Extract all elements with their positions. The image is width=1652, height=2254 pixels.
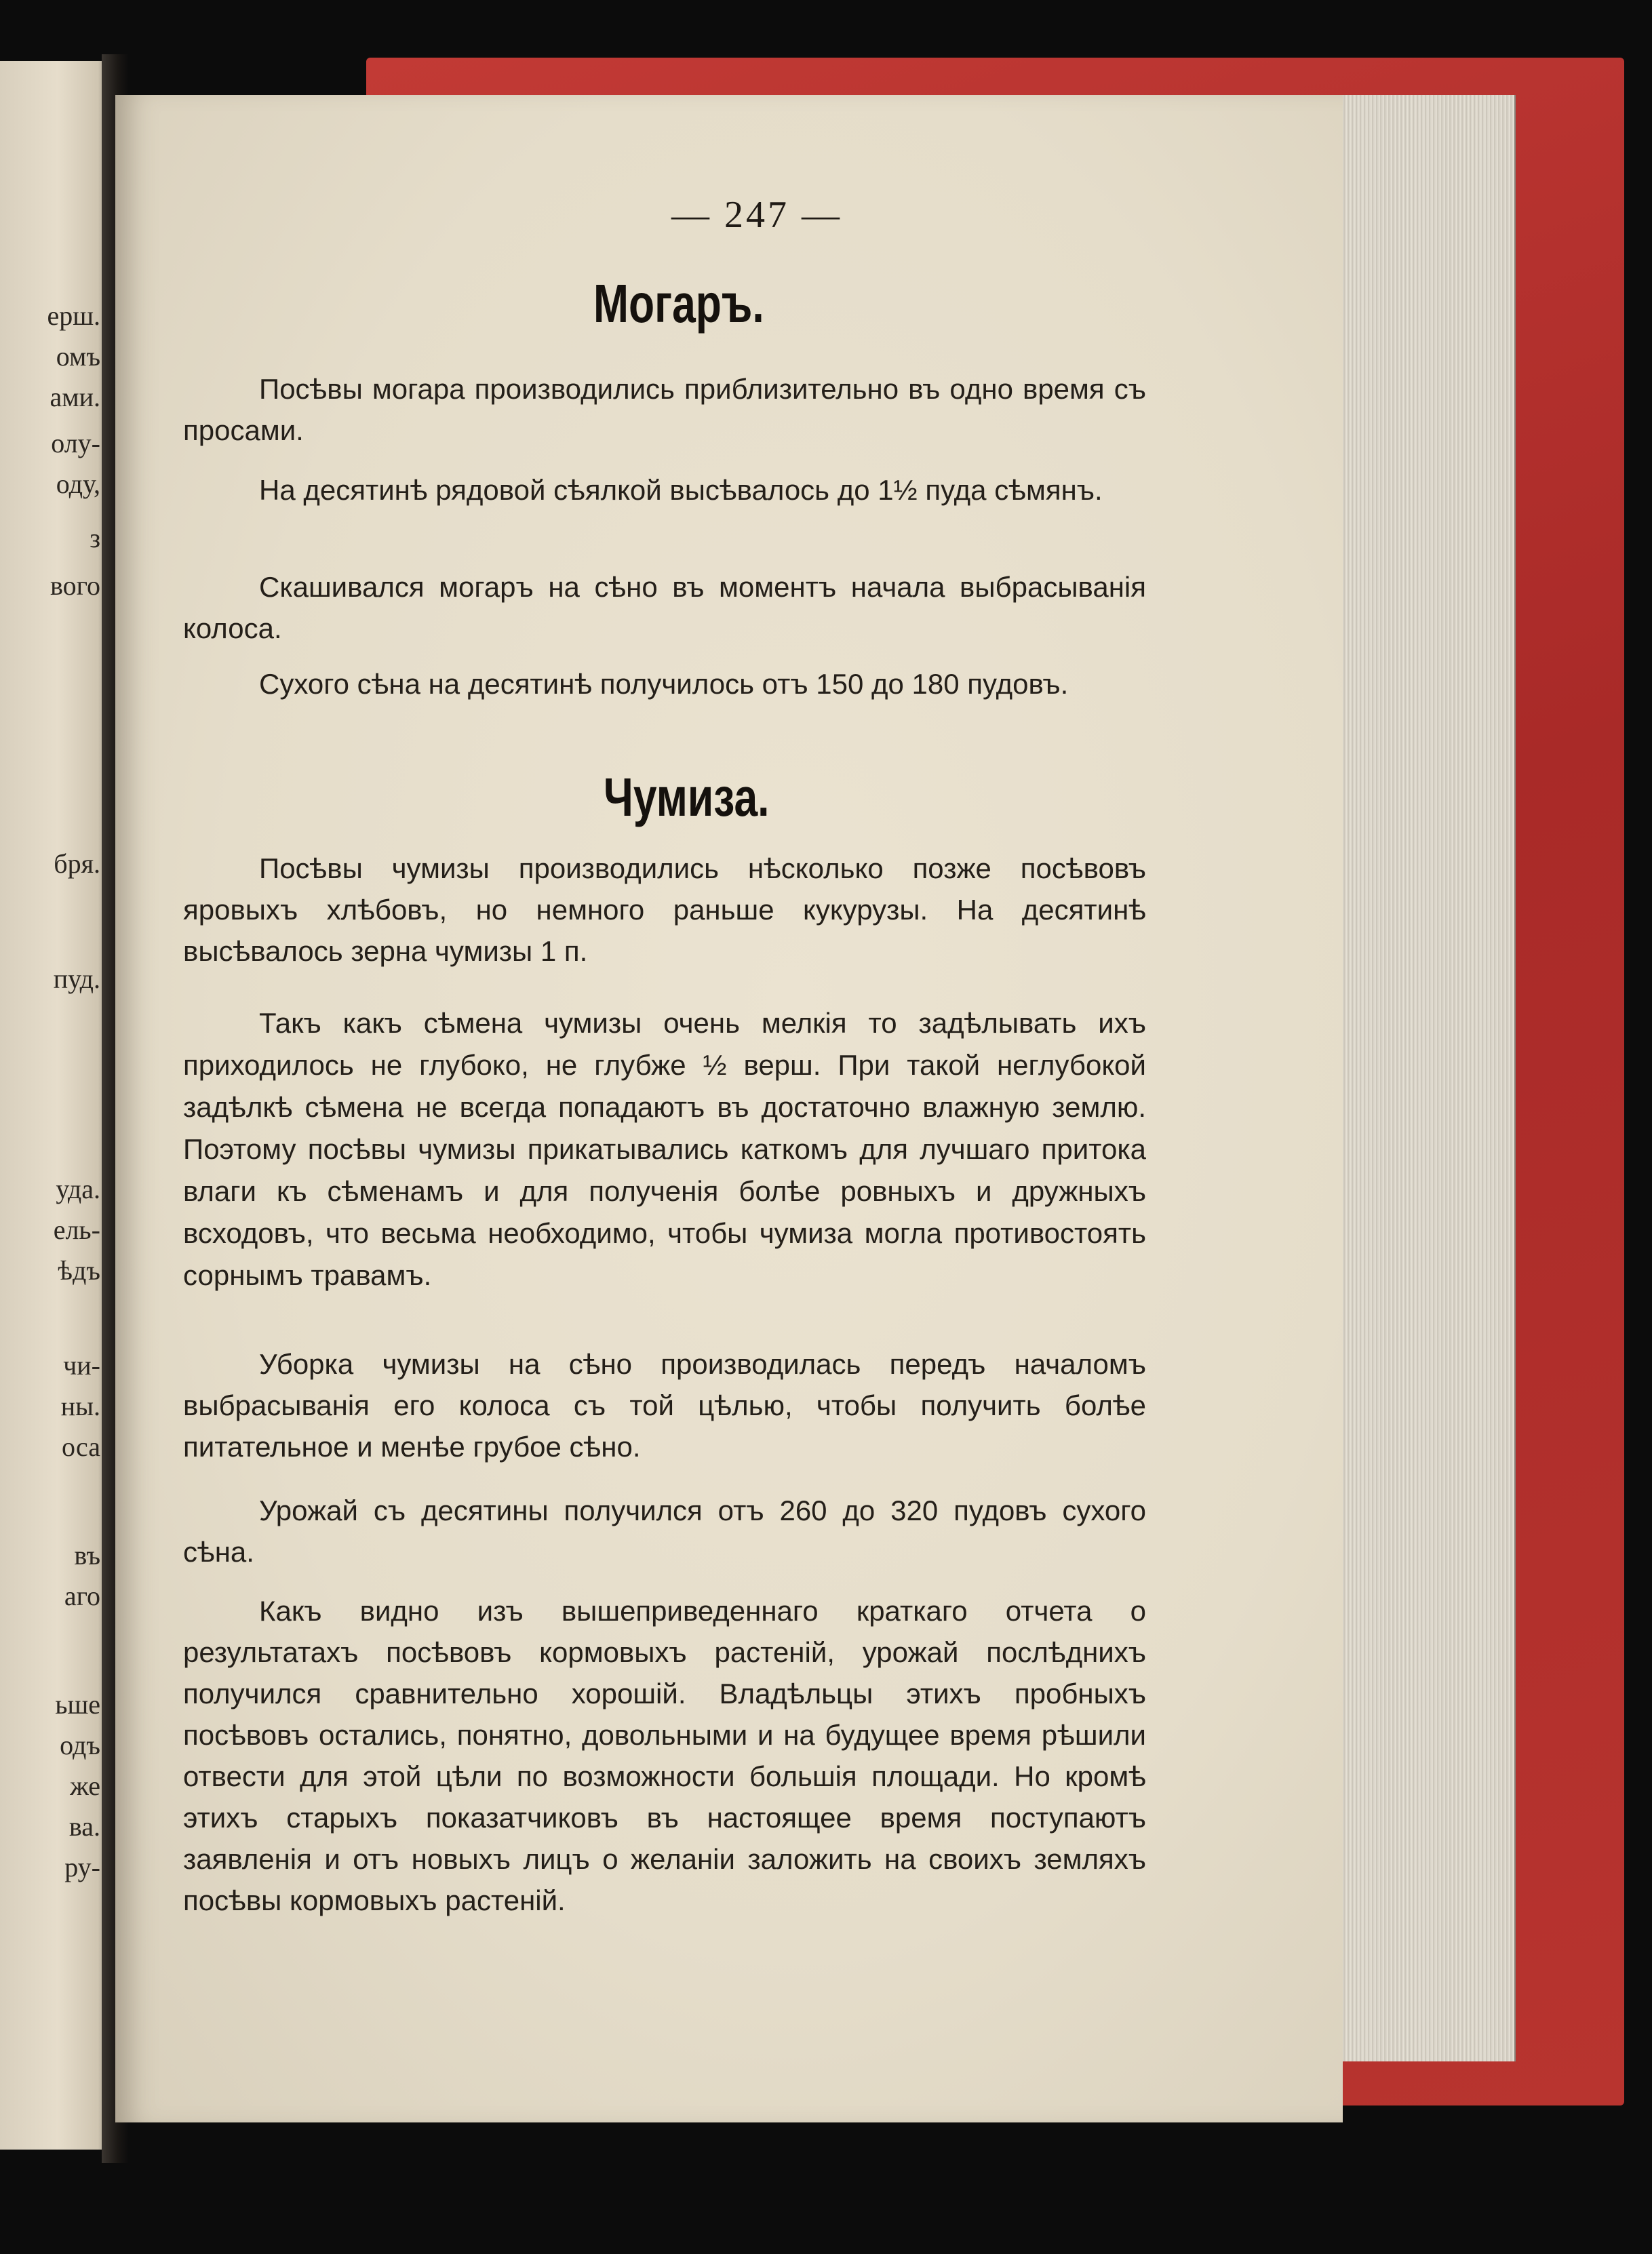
left-page [0, 61, 115, 2150]
paragraph: Такъ какъ сѣмена чумизы очень мелкія то задѣлывать ихъ приходилось не глубоко, не глубже ½ верш. При такой неглубокой задѣлкѣ сѣмена не всегда попадаютъ въ достаточно влажную землю. Поэтому посѣвы чумизы прикатывались каткомъ для лучшаго притока влаги къ сѣменамъ и для полученія болѣе ровныхъ и дружныхъ всходовъ, что весьма необходимо, чтобы чумиза могла противостоять сорнымъ травамъ. [183, 1007, 1146, 1291]
left-page-fragment: ва. [68, 1811, 100, 1842]
left-page-fragment: вого [50, 570, 100, 601]
left-page-fragment: пуд. [53, 964, 100, 994]
section-heading-mogar: Могаръ. [593, 273, 764, 334]
left-page-fragment: ру- [64, 1852, 100, 1882]
page-number: — 247 — [671, 194, 842, 236]
left-page-fragment: же [70, 1771, 100, 1801]
paragraph: Посѣвы могара производились приблизительно въ одно время съ просами. [183, 373, 1146, 446]
paragraph: Посѣвы чумизы производились нѣсколько позже посѣвовъ яровыхъ хлѣбовъ, но немного раньше кукурузы. На десятинѣ высѣвалось зерна чумизы 1 п. [183, 852, 1146, 967]
left-page-fragment: ны. [60, 1391, 100, 1421]
left-page-fragment: з [90, 523, 100, 553]
paragraph: Скашивался могаръ на сѣно въ моментъ начала выбрасыванія колоса. [183, 571, 1146, 644]
left-page-fragment: ьше [55, 1689, 100, 1720]
paragraph: Урожай съ десятины получился отъ 260 до 320 пудовъ сухого сѣна. [183, 1495, 1146, 1568]
paragraph: Какъ видно изъ вышеприведеннаго краткаго отчета о результатахъ посѣвовъ кормовыхъ растеній, урожай послѣднихъ получился сравнительно хорошій. Владѣльцы этихъ пробныхъ посѣвовъ остались, понятно, довольными и на будущее время рѣшили отвести для этой цѣли по возможности большія площади. Но кромѣ этихъ старыхъ показатчиковъ въ настоящее время поступаютъ заявленія и отъ новыхъ лицъ о желаніи заложить на своихъ земляхъ посѣвы кормовыхъ растеній. [183, 1595, 1146, 1916]
page-block-edge [1339, 95, 1516, 2061]
left-page-fragment: оду, [56, 469, 100, 499]
left-page-fragment: бря. [54, 848, 100, 879]
left-page-fragment: аго [64, 1581, 100, 1611]
left-page-fragment: омъ [56, 341, 100, 372]
left-page-fragment: въ [74, 1540, 100, 1570]
left-page-fragment: оса [62, 1431, 100, 1462]
paragraph: Сухого сѣна на десятинѣ получилось отъ 150 до 180 пудовъ. [259, 668, 1069, 700]
right-page [115, 95, 1343, 2122]
paragraph: На десятинѣ рядовой сѣялкой высѣвалось до 1½ пуда сѣмянъ. [259, 474, 1103, 506]
section-heading-chumiza: Чумиза. [604, 767, 770, 827]
left-page-fragment: ерш. [47, 300, 100, 331]
left-page-fragment: чи- [63, 1350, 100, 1381]
left-page-fragment: ель- [53, 1214, 100, 1245]
left-page-fragment: ѣдъ [58, 1255, 100, 1286]
left-page-fragment: ами. [50, 382, 100, 412]
left-page-fragment: олу- [51, 428, 100, 458]
paragraph: Уборка чумизы на сѣно производилась передъ началомъ выбрасыванія его колоса съ той цѣлью, чтобы получить болѣе питательное и менѣе грубое сѣно. [183, 1348, 1146, 1463]
left-page-fragment: уда. [56, 1174, 100, 1204]
left-page-fragment: одъ [60, 1730, 100, 1760]
